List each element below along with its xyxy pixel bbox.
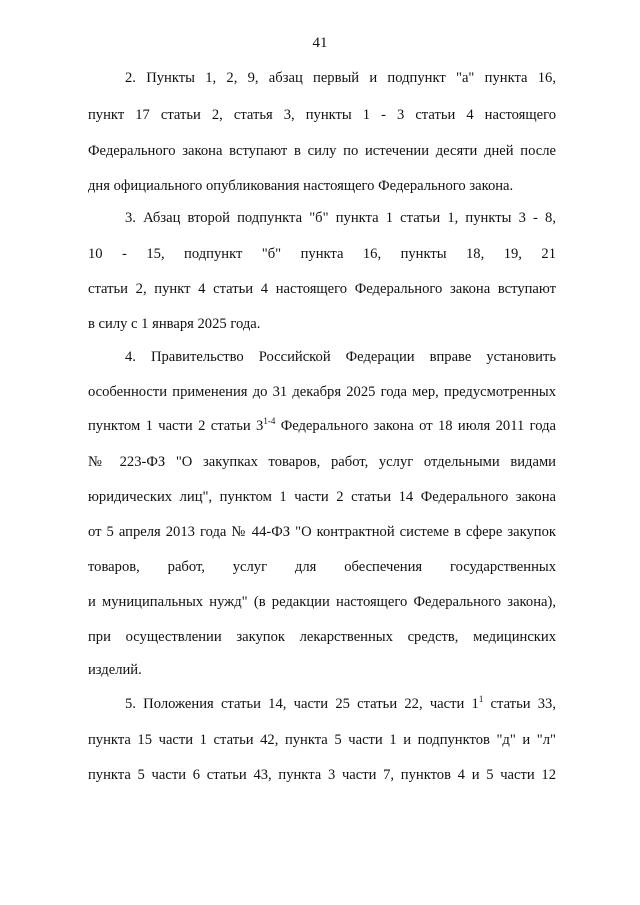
text-line: изделий.	[88, 662, 142, 678]
text-line: пункта 5 части 6 статьи 43, пункта 3 части 7, пунктов 4 и 5 части 12	[88, 767, 556, 783]
text-line	[125, 694, 556, 714]
text-segment: статьи 33,	[483, 696, 556, 712]
page-number: 41	[312, 35, 328, 51]
text-line: в силу с 1 января 2025 года.	[88, 316, 261, 332]
text-line: особенности применения до 31 декабря 2025 года мер, предусмотренных	[88, 384, 556, 400]
text-segment: Федерального закона от 18 июля 2011 года	[275, 418, 556, 434]
text-line	[88, 416, 556, 436]
text-line: от 5 апреля 2013 года № 44-ФЗ "О контрактной системе в сфере закупок	[88, 524, 556, 540]
text-segment: 5. Положения статьи 14, части 25 статьи 22, части 1	[125, 696, 479, 712]
text-line: 4. Правительство Российской Федерации вправе установить	[125, 349, 556, 365]
text-segment: пунктом 1 части 2 статьи 3	[88, 418, 264, 434]
text-line: товаров, работ, услуг для обеспечения государственных	[88, 559, 556, 575]
text-line: дня официального опубликования настоящего Федерального закона.	[88, 178, 514, 194]
text-line: 3. Абзац второй подпункта "б" пункта 1 статьи 1, пункты 3 - 8,	[125, 210, 556, 226]
superscript: 1	[478, 694, 484, 704]
text-line: Федерального закона вступают в силу по истечении десяти дней после	[88, 143, 556, 159]
superscript: 1-4	[263, 416, 276, 426]
text-line: № 223-ФЗ "О закупках товаров, работ, услуг отдельными видами	[88, 454, 556, 470]
text-line: 10 - 15, подпункт "б" пункта 16, пункты 18, 19, 21	[88, 246, 556, 262]
text-line: при осуществлении закупок лекарственных средств, медицинских	[88, 629, 556, 645]
text-line: и муниципальных нужд" (в редакции настоящего Федерального закона),	[88, 594, 556, 610]
text-line: пункт 17 статьи 2, статья 3, пункты 1 - 3 статьи 4 настоящего	[88, 107, 556, 123]
text-line: 2. Пункты 1, 2, 9, абзац первый и подпункт "а" пункта 16,	[125, 70, 556, 86]
text-line: пункта 15 части 1 статьи 42, пункта 5 части 1 и подпунктов "д" и "л"	[88, 732, 556, 748]
text-line: юридических лиц", пунктом 1 части 2 статьи 14 Федерального закона	[88, 489, 556, 505]
text-line: статьи 2, пункт 4 статьи 4 настоящего Федерального закона вступают	[88, 281, 556, 297]
